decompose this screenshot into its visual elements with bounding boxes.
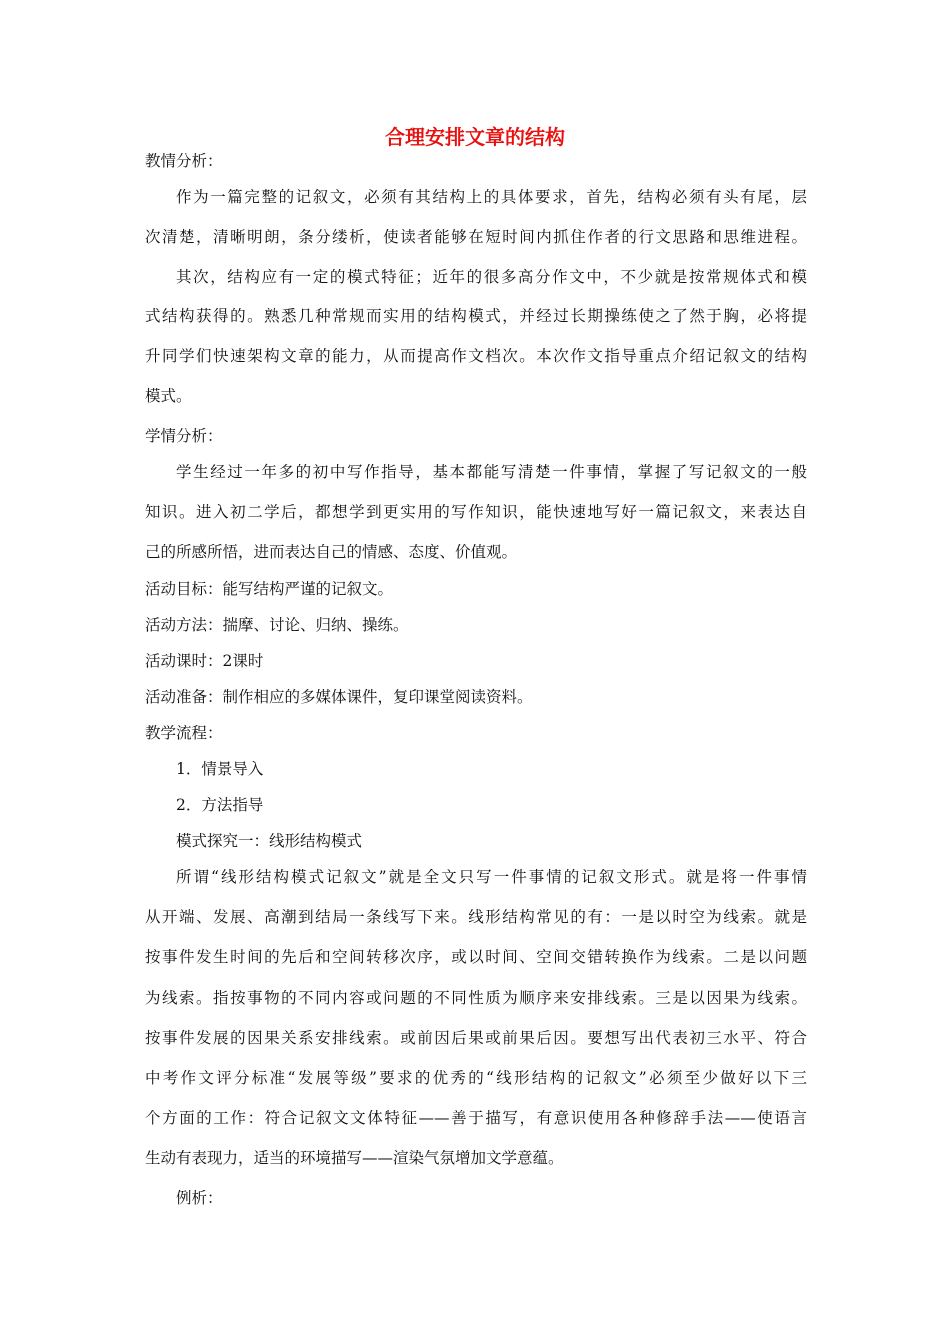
paragraph-line: 其次，结构应有一定的模式特征；近年的很多高分作文中，不少就是按常规体式和模 [176,268,807,286]
paragraph-line: 模式。 [145,387,192,405]
paragraph-line: 按事件发展的因果关系安排线索。或前因后果或前果后因。要想写出代表初三水平、符合 [145,1029,807,1047]
paragraph-line: 生动有表现力，适当的环境描写——渲染气氛增加文学意蕴。 [145,1149,564,1167]
paragraph-line: 知识。进入初二学后，都想学到更实用的写作知识，能快速地写好一篇记叙文，来表达自 [145,503,807,521]
document-title: 合理安排文章的结构 [385,125,565,149]
paragraph-line: 作为一篇完整的记叙文，必须有其结构上的具体要求，首先，结构必须有头有尾，层 [176,188,807,206]
paragraph-line: 升同学们快速架构文章的能力，从而提高作文档次。本次作文指导重点介绍记叙文的结构 [145,347,807,365]
activity-hours: 活动课时：2课时 [145,652,264,670]
example-heading: 例析： [176,1189,223,1207]
paragraph-line: 次清楚，清晰明朗，条分缕析，使读者能够在短时间内抓住作者的行文思路和思维进程。 [145,228,807,246]
pattern-heading: 模式探究一：线形结构模式 [176,832,363,850]
activity-goal: 活动目标：能写结构严谨的记叙文。 [145,580,394,598]
paragraph-line: 个方面的工作：符合记叙文文体特征——善于描写，有意识使用各种修辞手法——使语言 [145,1109,807,1127]
activity-preparation: 活动准备：制作相应的多媒体课件，复印课堂阅读资料。 [145,688,533,706]
paragraph-line: 式结构获得的。熟悉几种常规而实用的结构模式，并经过长期操练使之了然于胸，必将提 [145,307,807,325]
paragraph-line: 己的所感所悟，进而表达自己的情感、态度、价值观。 [145,543,518,561]
process-step-2: 2．方法指导 [176,796,264,814]
section-heading-teaching-process: 教学流程： [145,724,223,742]
activity-method: 活动方法：揣摩、讨论、归纳、操练。 [145,616,409,634]
paragraph-line: 为线索。指按事物的不同内容或问题的不同性质为顺序来安排线索。三是以因果为线索。 [145,989,807,1007]
paragraph-line: 所谓“线形结构模式记叙文”就是全文只写一件事情的记叙文形式。就是将一件事情 [176,868,807,886]
section-heading-student-analysis: 学情分析： [145,427,223,445]
process-step-1: 1．情景导入 [176,760,264,778]
paragraph-line: 从开端、发展、高潮到结局一条线写下来。线形结构常见的有：一是以时空为线索。就是 [145,908,807,926]
paragraph-line: 中考作文评分标准“发展等级”要求的优秀的“线形结构的记叙文”必须至少做好以下三 [145,1069,807,1087]
paragraph-line: 按事件发生时间的先后和空间转移次序，或以时间、空间交错转换作为线索。二是以问题 [145,948,807,966]
paragraph-line: 学生经过一年多的初中写作指导，基本都能写清楚一件事情，掌握了写记叙文的一般 [176,463,807,481]
section-heading-teaching-analysis: 教情分析： [145,152,223,170]
